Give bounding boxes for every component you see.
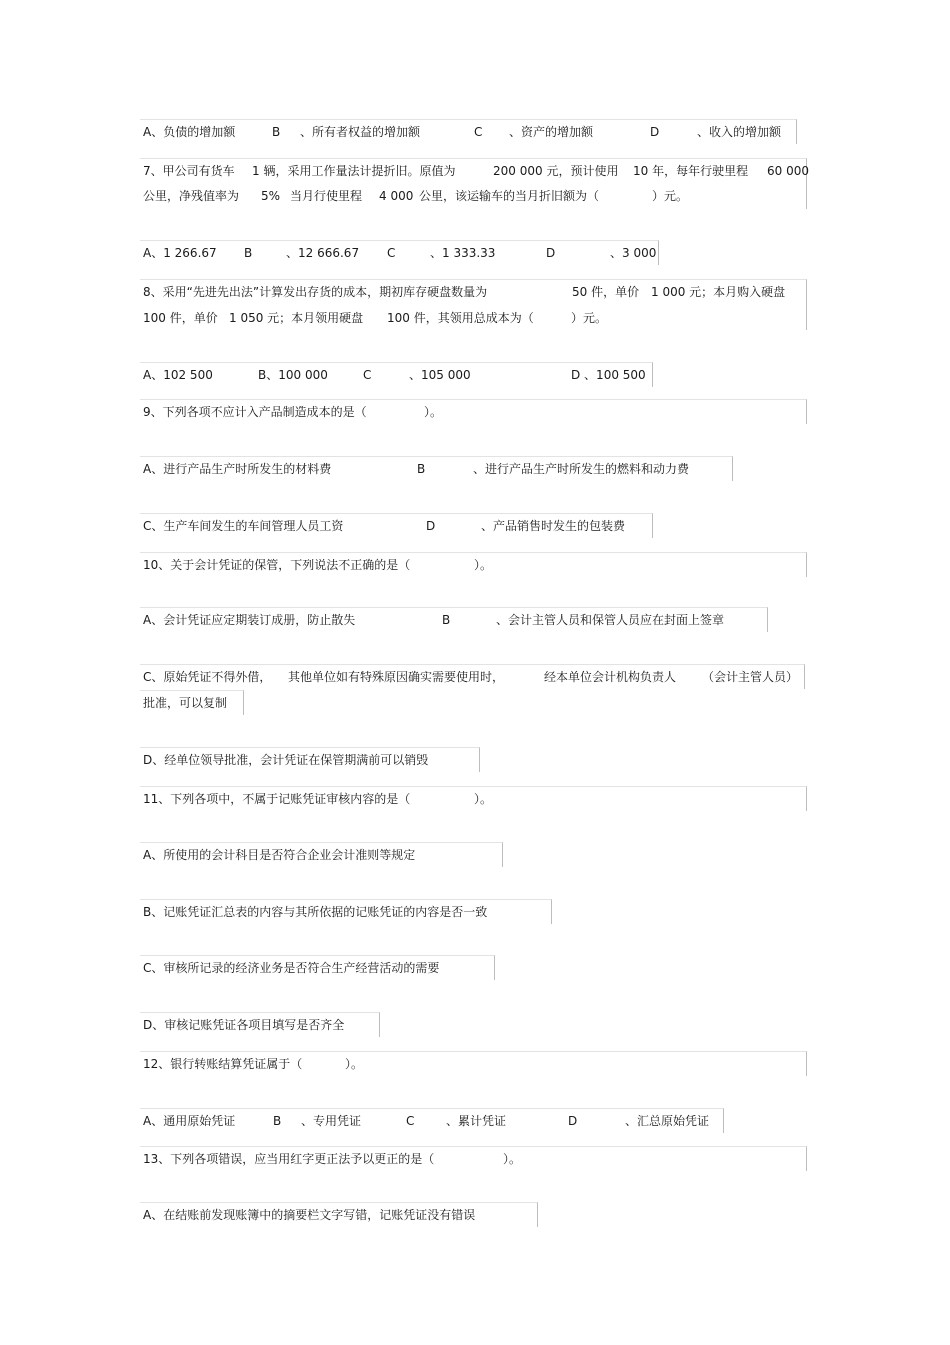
text-line: 、3 000 (610, 246, 657, 260)
text-line: A、1 266.67 (143, 246, 217, 260)
text-line: 50 件，单价 (572, 285, 640, 299)
text-line: 、12 666.67 (286, 246, 360, 260)
text-line: 7、甲公司有货车 (143, 164, 235, 178)
text-line: 、会计主管人员和保管人员应在封面上签章 (496, 613, 725, 627)
text-line: （会计主管人员） (702, 670, 799, 684)
text-line: 其他单位如有特殊原因确实需要使用时， (288, 670, 505, 684)
text-line: D (650, 125, 660, 139)
text-line: D (546, 246, 556, 260)
text-line: ）。 (474, 792, 493, 806)
text-line: ）。 (345, 1057, 364, 1071)
text-line: B (442, 613, 451, 627)
rule-box (140, 240, 659, 265)
text-line: 、专用凭证 (301, 1114, 362, 1128)
text-line: 、1 333.33 (430, 246, 496, 260)
text-line: D 、100 500 (571, 368, 646, 382)
text-line: 11、下列各项中，不属于记账凭证审核内容的是（ (143, 792, 411, 806)
text-line: 公里，净残值率为 (143, 189, 240, 203)
text-line: 、资产的增加额 (509, 125, 594, 139)
text-line: 、累计凭证 (446, 1114, 507, 1128)
text-line: 1 050 元；本月领用硬盘 (229, 311, 364, 325)
text-line: C (363, 368, 372, 382)
text-line: 4 000 (379, 189, 414, 203)
text-line: 公里，该运输车的当月折旧额为（ (419, 189, 600, 203)
text-line: 当月行使里程 (290, 189, 363, 203)
text-line: A、进行产品生产时所发生的材料费 (143, 462, 332, 476)
text-line: 10、关于会计凭证的保管，下列说法不正确的是（ (143, 558, 411, 572)
text-line: 1 辆，采用工作量法计提折旧。原值为 (252, 164, 456, 178)
text-line: D (426, 519, 436, 533)
text-line: ）。 (474, 558, 493, 572)
text-line: ）元。 (652, 189, 689, 203)
text-line: 1 000 元；本月购入硬盘 (651, 285, 786, 299)
text-line: ）。 (424, 405, 443, 419)
text-line: C (474, 125, 483, 139)
text-line: 13、下列各项错误，应当用红字更正法予以更正的是（ (143, 1152, 435, 1166)
text-line: B、记账凭证汇总表的内容与其所依据的记账凭证的内容是否一致 (143, 905, 488, 919)
text-line: A、通用原始凭证 (143, 1114, 236, 1128)
text-line: C、生产车间发生的车间管理人员工资 (143, 519, 344, 533)
text-line: B (417, 462, 426, 476)
text-line: C、原始凭证不得外借， (143, 670, 272, 684)
text-line: B (244, 246, 253, 260)
text-line: D、审核记账凭证各项目填写是否齐全 (143, 1018, 345, 1032)
text-line: 200 000 元，预计使用 (493, 164, 619, 178)
text-line: 100 件，单价 (143, 311, 218, 325)
text-line: 12、银行转账结算凭证属于（ (143, 1057, 303, 1071)
text-line: 60 000 (767, 164, 809, 178)
text-line: 批准，可以复制 (143, 696, 228, 710)
text-line: B (272, 125, 281, 139)
text-line: 、105 000 (409, 368, 471, 382)
text-line: D、经单位领导批准，会计凭证在保管期满前可以销毁 (143, 753, 429, 767)
text-line: D (568, 1114, 578, 1128)
text-line: A、在结账前发现账簿中的摘要栏文字写错，记账凭证没有错误 (143, 1208, 476, 1222)
text-line: 10 年，每年行驶里程 (633, 164, 749, 178)
text-line: 、所有者权益的增加额 (300, 125, 421, 139)
text-line: C (387, 246, 396, 260)
text-line: 8、采用“先进先出法”计算发出存货的成本，期初库存硬盘数量为 (143, 285, 488, 299)
text-line: ）。 (503, 1152, 522, 1166)
text-line: A、102 500 (143, 368, 213, 382)
text-line: 9、下列各项不应计入产品制造成本的是（ (143, 405, 367, 419)
text-line: B、100 000 (258, 368, 328, 382)
text-line: C、审核所记录的经济业务是否符合生产经营活动的需要 (143, 961, 440, 975)
text-line: C (406, 1114, 415, 1128)
text-line: B (273, 1114, 282, 1128)
text-line: A、会计凭证应定期装订成册，防止散失 (143, 613, 356, 627)
text-line: A、所使用的会计科目是否符合企业会计准则等规定 (143, 848, 416, 862)
text-line: A、负债的增加额 (143, 125, 236, 139)
text-line: ）元。 (571, 311, 608, 325)
text-line: 经本单位会计机构负责人 (544, 670, 677, 684)
text-line: 、进行产品生产时所发生的燃料和动力费 (473, 462, 690, 476)
text-line: 、收入的增加额 (697, 125, 782, 139)
text-line: 5% (261, 189, 281, 203)
text-line: 、汇总原始凭证 (625, 1114, 710, 1128)
text-line: 、产品销售时发生的包装费 (481, 519, 626, 533)
text-line: 100 件，其领用总成本为（ (387, 311, 534, 325)
